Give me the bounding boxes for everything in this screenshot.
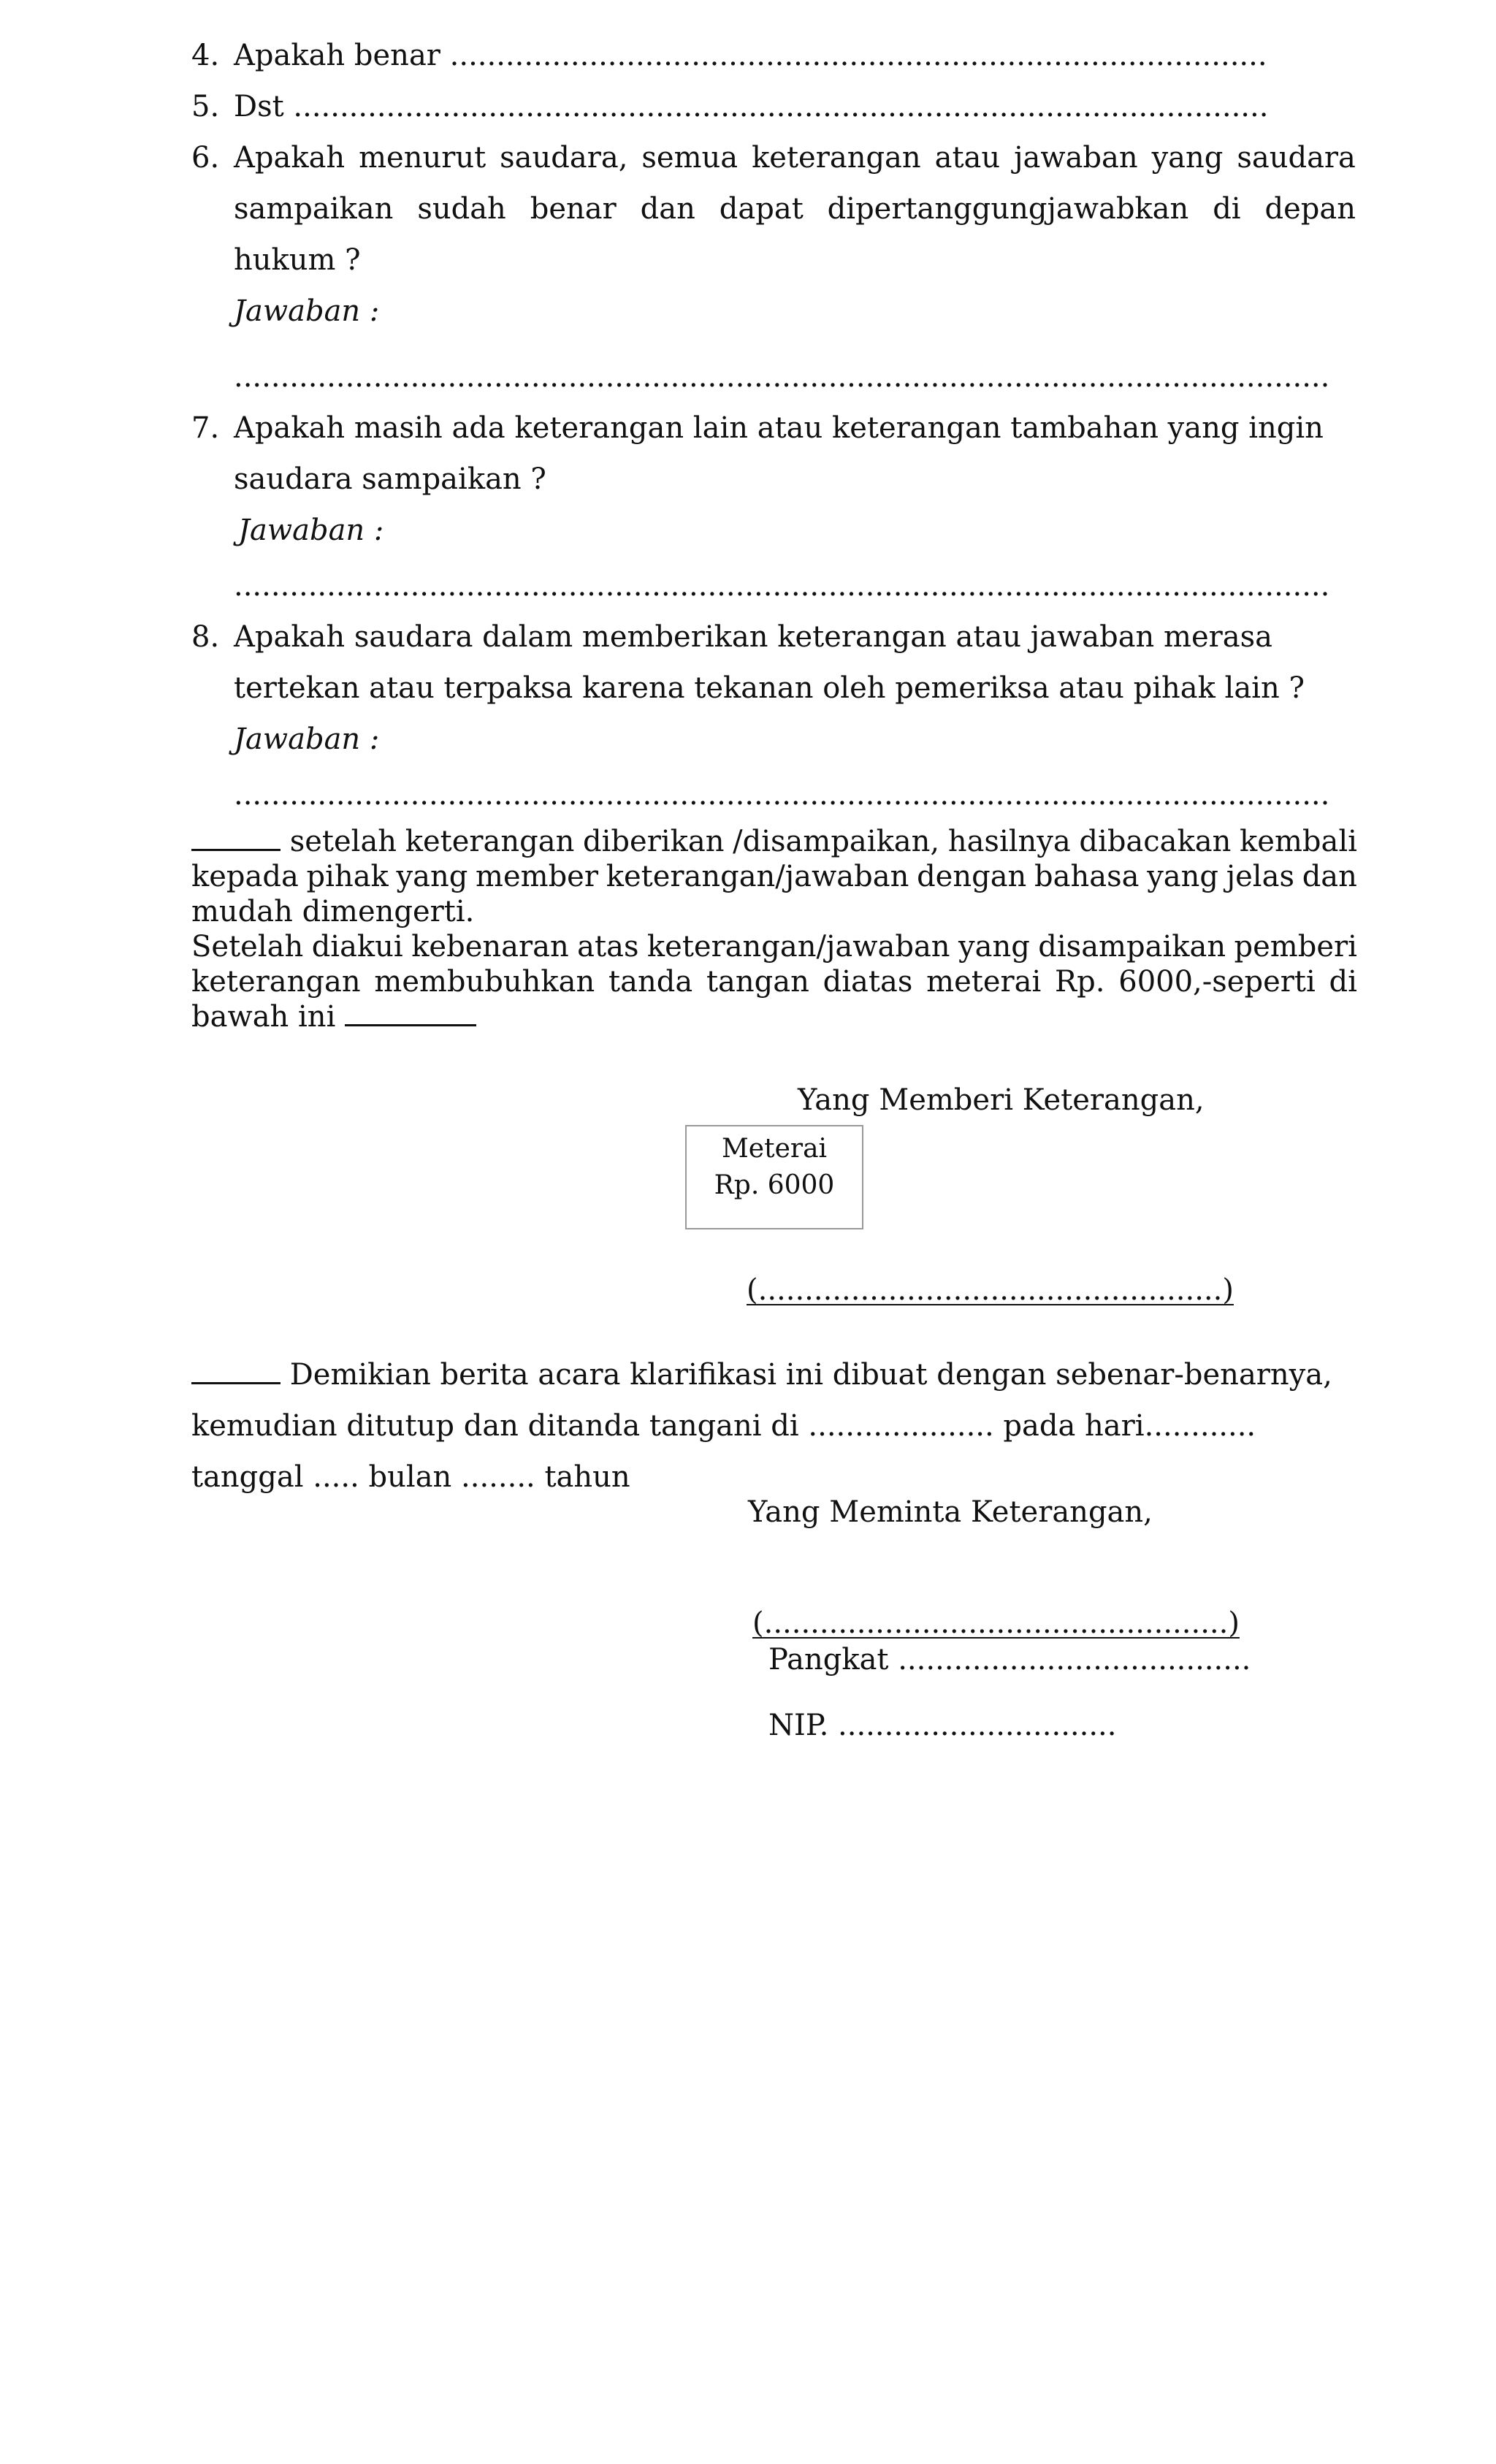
word: Rp.: [1055, 965, 1105, 999]
word: keterangan/jawaban: [606, 860, 909, 893]
word: atas: [577, 930, 639, 964]
item-8-answer-label: Jawaban :: [234, 722, 380, 756]
item-6-line-3: hukum ?: [234, 243, 361, 277]
word: dapat: [719, 192, 804, 226]
word: keterangan: [405, 825, 575, 858]
item-5-text: [234, 85, 1268, 129]
word: dengan: [917, 860, 1027, 893]
word: setelah: [191, 824, 397, 859]
closing-1-line-2: [191, 859, 1357, 894]
closing-2-line-3: tanggal ..... bulan ........ tahun: [191, 1460, 630, 1494]
word: dibacakan: [1079, 825, 1232, 858]
closing-1-line-1: [191, 824, 1357, 859]
word: disampaikan: [1038, 930, 1226, 964]
item-5-number: 5.: [191, 90, 220, 123]
word: pemberi: [1234, 930, 1357, 964]
item-6-answer-field[interactable]: ......................................................................................................................: [234, 360, 1330, 394]
word: tangan: [706, 965, 809, 999]
word: depan: [1264, 192, 1356, 226]
word: jelas: [1226, 860, 1294, 893]
indent-blank-line: [191, 849, 280, 851]
word: /disampaikan,: [733, 825, 940, 858]
word: kepada: [191, 860, 299, 893]
stamp-label: Meterai: [721, 1134, 828, 1164]
item-6-answer-label: Jawaban :: [234, 294, 380, 328]
word: dipertanggungjawabkan: [827, 192, 1189, 226]
item-4-number: 4.: [191, 39, 220, 72]
word: keterangan: [191, 965, 361, 999]
item-8-number: 8.: [191, 620, 220, 654]
word: jawaban: [1014, 141, 1138, 175]
word: bahasa: [1034, 860, 1140, 893]
meterai-stamp-box: [685, 1125, 863, 1229]
item-4-question: Apakah benar: [234, 39, 440, 72]
item-8-answer-field[interactable]: ......................................................................................................................: [234, 778, 1330, 812]
word: yang: [1151, 141, 1224, 175]
stamp-value: Rp. 6000: [714, 1170, 835, 1200]
item-6-number: 6.: [191, 141, 220, 175]
word: kebenaran: [411, 930, 569, 964]
requester-nip-field[interactable]: NIP. ..............................: [768, 1709, 1117, 1742]
giver-signature-title: Yang Memberi Keterangan,: [798, 1083, 1205, 1117]
closing-2-line-2: kemudian ditutup dan ditanda tangani di .................... pada hari............: [191, 1409, 1256, 1443]
indent-blank-line: [191, 1382, 280, 1384]
giver-name-field[interactable]: (..................................................): [747, 1273, 1234, 1307]
requester-signature-title: Yang Meminta Keterangan,: [748, 1495, 1153, 1529]
word: di: [1329, 965, 1357, 999]
word: sampaikan: [234, 192, 394, 226]
word: di: [1213, 192, 1241, 226]
word: benar: [530, 192, 617, 226]
word: diakui: [311, 930, 403, 964]
word: keterangan/jawaban: [646, 930, 950, 964]
item-7-answer-field[interactable]: ......................................................................................................................: [234, 569, 1330, 603]
item-5-question: Dst: [234, 90, 284, 123]
item-6-line-1: [234, 136, 1356, 180]
item-5-fill-dots: .........................................................................................................: [293, 90, 1269, 123]
closing-1-line-5: [191, 964, 1357, 999]
closing-1-line-6-text: bawah ini: [191, 1000, 336, 1034]
word: hasilnya: [947, 825, 1071, 858]
item-4-text: [234, 34, 1267, 77]
word: diatas: [823, 965, 913, 999]
word: member: [476, 860, 598, 893]
closing-1-line-6: [191, 999, 1357, 1034]
item-8-line-2: tertekan atau terpaksa karena tekanan oleh pemeriksa atau pihak lain ?: [234, 671, 1305, 705]
closing-1-line-3: mudah dimengerti.: [191, 895, 475, 928]
item-4-fill-dots: ........................................................................................: [449, 39, 1267, 72]
closing-paragraph-1: [191, 824, 1357, 1034]
item-7-answer-label: Jawaban :: [238, 514, 384, 547]
word: yang: [958, 930, 1030, 964]
item-7-line-1: Apakah masih ada keterangan lain atau keterangan tambahan yang ingin: [234, 411, 1324, 445]
item-8-line-1: Apakah saudara dalam memberikan keterangan atau jawaban merasa: [234, 620, 1272, 654]
word: pihak: [306, 860, 389, 893]
word: saudara,: [500, 141, 628, 175]
word: sudah: [417, 192, 506, 226]
requester-name-field[interactable]: (..................................................): [752, 1606, 1240, 1640]
word: atau: [934, 141, 1001, 175]
word: diberikan: [583, 825, 725, 858]
word: menurut: [359, 141, 486, 175]
word: meterai: [926, 965, 1042, 999]
closing-2-line-1-text: Demikian berita acara klarifikasi ini dibuat dengan sebenar-benarnya,: [289, 1358, 1332, 1392]
word: dan: [1302, 860, 1357, 893]
word: Apakah: [234, 141, 346, 175]
word: dan: [640, 192, 695, 226]
word: kembali: [1240, 825, 1357, 858]
word: 6000,-seperti: [1118, 965, 1316, 999]
word: yang: [396, 860, 468, 893]
word: keterangan: [752, 141, 921, 175]
word: yang: [1147, 860, 1219, 893]
word: membubuhkan: [374, 965, 595, 999]
closing-1-line-4: [191, 929, 1357, 964]
trailing-blank-line: [345, 1024, 476, 1026]
word: tanda: [608, 965, 693, 999]
item-7-number: 7.: [191, 411, 220, 445]
item-7-line-2: saudara sampaikan ?: [234, 462, 546, 496]
closing-2-line-1: [191, 1353, 1332, 1397]
word: saudara: [1237, 141, 1356, 175]
word: semua: [641, 141, 739, 175]
item-6-line-2: [234, 187, 1356, 231]
word: Setelah: [191, 930, 304, 964]
requester-rank-field[interactable]: Pangkat ......................................: [768, 1643, 1251, 1677]
